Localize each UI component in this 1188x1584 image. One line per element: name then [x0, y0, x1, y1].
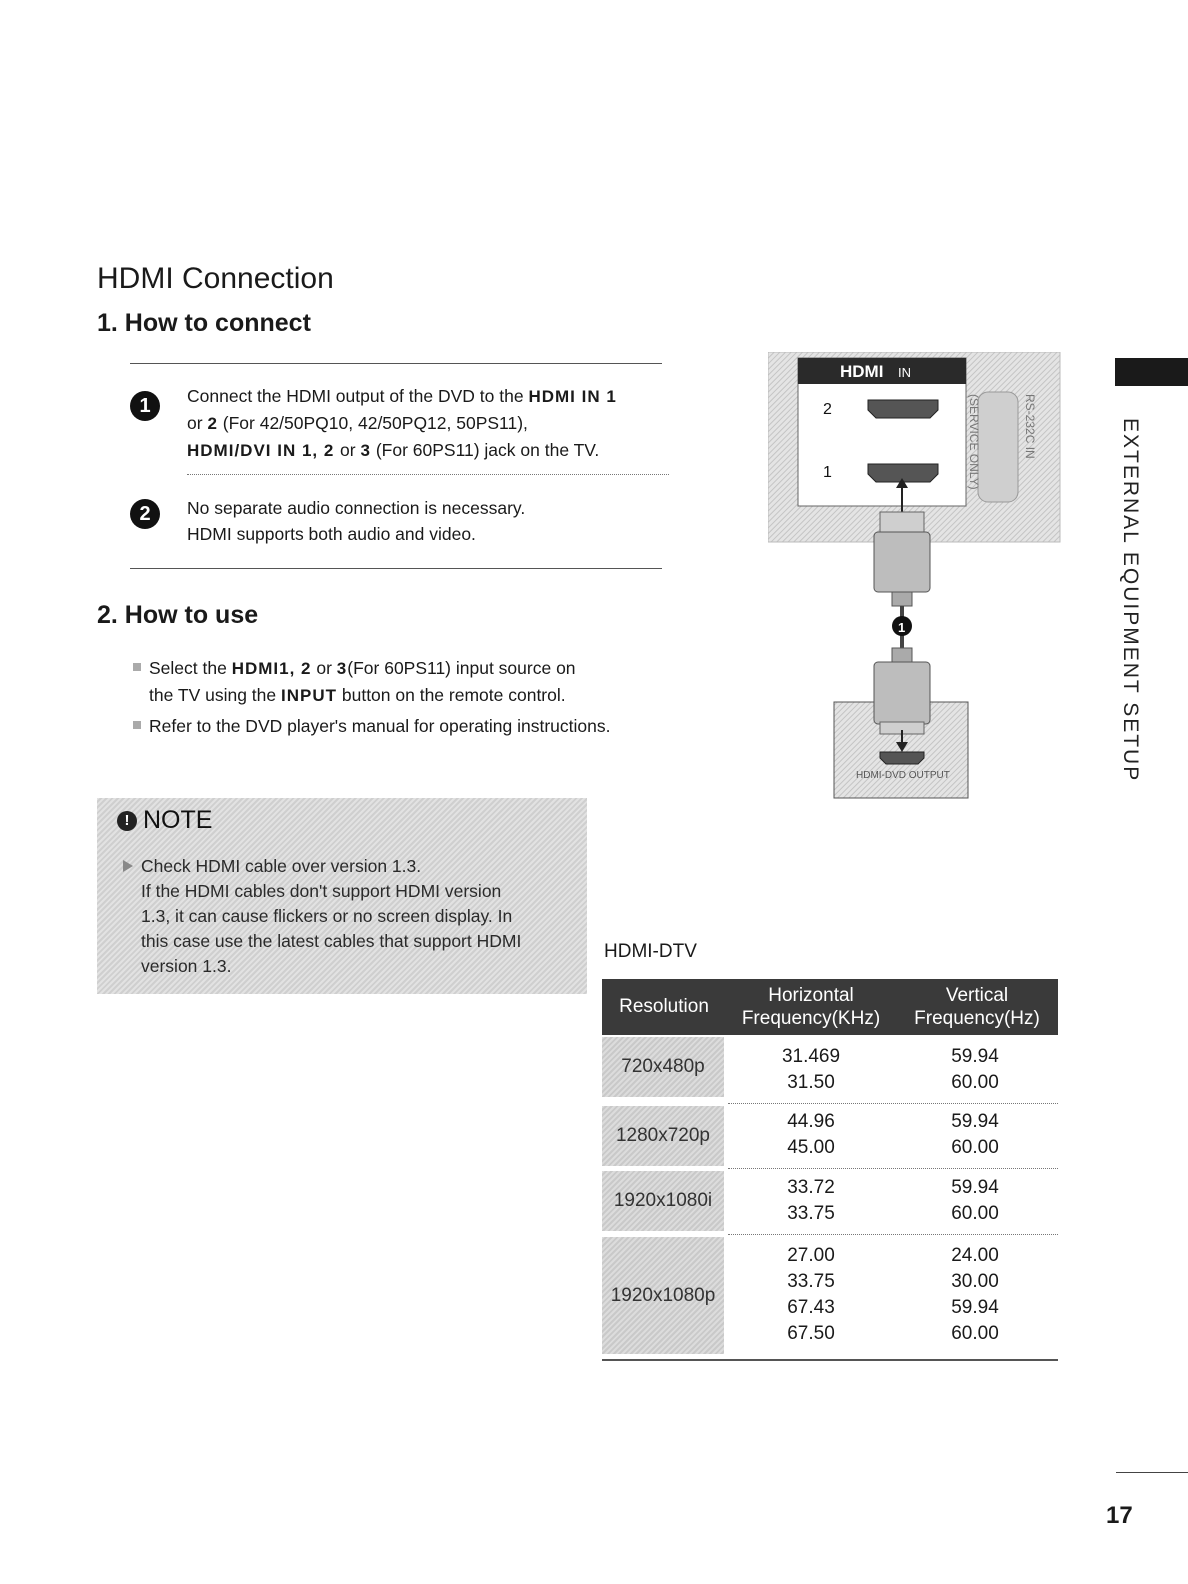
value: 31.50	[787, 1072, 835, 1093]
col-header-horizontal	[726, 979, 896, 1035]
value: 59.94	[951, 1046, 999, 1067]
table-cell-horizontal	[728, 1175, 894, 1227]
plug-top	[880, 512, 924, 534]
step-2-line1: No separate audio connection is necessary.	[187, 498, 526, 518]
row-divider	[728, 1168, 1058, 1169]
divider	[130, 363, 662, 364]
value: 59.94	[951, 1111, 999, 1132]
step-1-line1: Connect the HDMI output of the DVD to the	[187, 386, 529, 406]
arrow-icon	[123, 860, 133, 872]
section-title-how-to-connect: 1. How to connect	[97, 309, 311, 337]
header-line: Frequency(Hz)	[914, 1008, 1040, 1029]
step-1-or: or	[187, 413, 208, 433]
row-divider	[728, 1234, 1058, 1235]
note-line: If the HDMI cables don't support HDMI version	[141, 881, 502, 901]
value: 67.50	[787, 1323, 835, 1344]
note-line: this case use the latest cables that support HDMI	[141, 931, 522, 951]
page-number-rule	[1116, 1472, 1188, 1473]
value: 60.00	[951, 1203, 999, 1224]
row-divider	[728, 1103, 1058, 1104]
table-cell-vertical	[894, 1109, 1056, 1161]
hdmi-logo: HDMI	[840, 362, 884, 381]
bullet-1-text: Select the	[149, 658, 232, 678]
value: 60.00	[951, 1323, 999, 1344]
value: 44.96	[787, 1111, 835, 1132]
table-row-resolution: 720x480p	[602, 1037, 724, 1097]
ports-1-2-keyword: 1, 2	[296, 441, 341, 460]
bullet-icon	[133, 663, 141, 671]
input-3-keyword: 3	[336, 659, 348, 678]
dvd-hdmi-port	[880, 752, 924, 764]
col-header-vertical	[896, 979, 1058, 1035]
value: 33.75	[787, 1203, 835, 1224]
page-number: 17	[1106, 1502, 1133, 1529]
page-title: HDMI Connection	[97, 262, 334, 295]
service-only-label: (SERVICE ONLY)	[967, 394, 981, 490]
table-cell-horizontal	[728, 1109, 894, 1161]
value: 59.94	[951, 1297, 999, 1318]
dotted-divider	[187, 474, 669, 475]
bullet-1-or: or	[311, 658, 337, 678]
step-number-2: 2	[130, 499, 160, 529]
list-item	[133, 655, 663, 682]
step-2-text	[187, 495, 667, 547]
note-box	[97, 798, 587, 994]
value: 30.00	[951, 1271, 999, 1292]
bullet-icon	[133, 721, 141, 729]
table-cell-vertical	[894, 1175, 1056, 1227]
note-line: Check HDMI cable over version 1.3.	[141, 856, 422, 876]
hdmi-in-label: IN	[898, 365, 911, 380]
list-item	[133, 713, 663, 739]
table-header	[602, 979, 1058, 1035]
value: 59.94	[951, 1177, 999, 1198]
note-line: 1.3, it can cause flickers or no screen display. In	[141, 906, 513, 926]
hdmi-in-1-keyword: HDMI IN 1	[528, 387, 617, 406]
port-1-label: 1	[823, 464, 832, 481]
port-2-label: 2	[823, 401, 832, 418]
callout-number: 1	[898, 620, 906, 635]
table-row-resolution: 1920x1080i	[602, 1171, 724, 1231]
step-1-or-2: or	[340, 440, 361, 460]
hdmi-dvi-in-keyword: HDMI/DVI IN	[187, 441, 297, 460]
value: 27.00	[787, 1245, 835, 1266]
how-to-use-list	[133, 655, 663, 739]
value: 24.00	[951, 1245, 999, 1266]
table-caption: HDMI-DTV	[604, 941, 697, 962]
hdmi-port-1	[868, 464, 938, 482]
divider	[130, 568, 662, 569]
port-2-keyword: 2	[207, 414, 218, 433]
table-cell-horizontal	[728, 1243, 894, 1347]
header-line: Frequency(KHz)	[741, 1008, 881, 1029]
value: 31.469	[781, 1046, 841, 1067]
step-1-models: (For 42/50PQ10, 42/50PQ12, 50PS11),	[217, 413, 528, 433]
hdmi-input-keyword: HDMI1, 2	[231, 659, 312, 678]
section-title-how-to-use: 2. How to use	[97, 601, 259, 629]
note-line: version 1.3.	[141, 956, 232, 976]
table-row-resolution: 1920x1080p	[602, 1237, 724, 1354]
step-1-text	[187, 383, 677, 464]
side-tab-marker	[1115, 358, 1188, 386]
hdmi-connection-diagram	[768, 352, 1068, 812]
bullet-2-text: Refer to the DVD player's manual for operating instructions.	[149, 716, 611, 736]
table-cell-horizontal	[728, 1044, 894, 1096]
table-cell-vertical	[894, 1044, 1056, 1096]
rs232-label: RS-232C IN	[1023, 394, 1037, 459]
header-line: Vertical	[945, 985, 1009, 1006]
table-bottom-rule	[602, 1359, 1058, 1361]
rs232-port	[978, 392, 1018, 502]
input-button-keyword: INPUT	[281, 686, 337, 705]
value: 60.00	[951, 1072, 999, 1093]
side-tab-label: EXTERNAL EQUIPMENT SETUP	[1119, 418, 1142, 783]
value: 67.43	[787, 1297, 835, 1318]
step-2-line2: HDMI supports both audio and video.	[187, 524, 476, 544]
dvd-output-label: HDMI-DVD OUTPUT	[856, 770, 950, 781]
plug-body-upper	[874, 532, 930, 592]
value: 60.00	[951, 1137, 999, 1158]
hdmi-port-2	[868, 400, 938, 418]
note-content	[123, 854, 583, 979]
value: 33.72	[787, 1177, 835, 1198]
step-number-1: 1	[130, 391, 160, 421]
bullet-1-tail: (For 60PS11) input source on	[347, 658, 576, 678]
warning-icon: !	[117, 811, 137, 831]
step-1-jack-text: (For 60PS11) jack on the TV.	[370, 440, 600, 460]
bullet-1-line2-tail: button on the remote control.	[337, 685, 566, 705]
table-cell-vertical	[894, 1243, 1056, 1347]
note-heading-text: NOTE	[143, 806, 213, 834]
table-row-resolution: 1280x720p	[602, 1106, 724, 1166]
col-header-resolution: Resolution	[619, 996, 709, 1017]
plug-neck-upper	[892, 592, 912, 606]
header-line: Horizontal	[768, 985, 854, 1006]
value: 45.00	[787, 1137, 835, 1158]
list-item-continued	[133, 682, 663, 709]
plug-neck-lower	[892, 648, 912, 662]
port-3-keyword: 3	[360, 441, 371, 460]
plug-body-lower	[874, 662, 930, 724]
value: 33.75	[787, 1271, 835, 1292]
bullet-1-line2: the TV using the	[149, 685, 281, 705]
note-heading	[117, 806, 212, 835]
